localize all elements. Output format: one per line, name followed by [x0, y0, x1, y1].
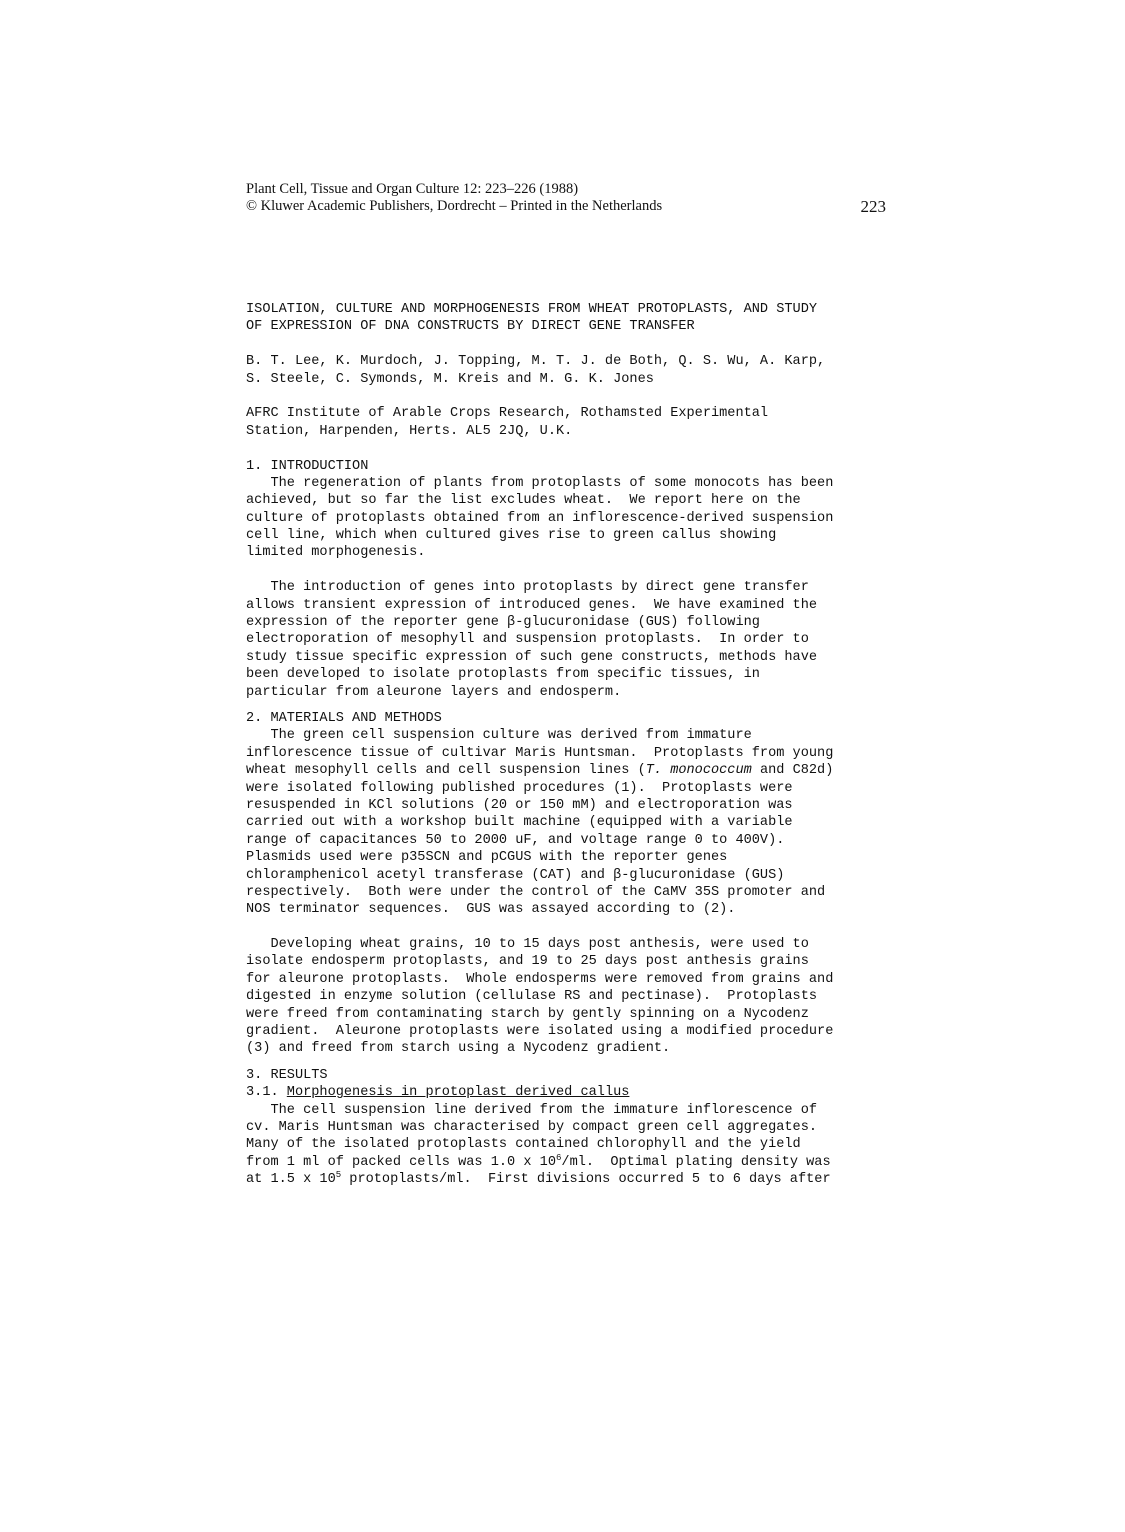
body-line: range of capacitances 50 to 2000 uF, and voltage range 0 to 400V). — [246, 832, 785, 848]
methods-section — [246, 710, 896, 1058]
body-text: wheat mesophyll cells and cell suspension lines ( — [246, 763, 646, 779]
body-text: from 1 ml of packed cells was 1.0 x 10 — [246, 1154, 556, 1170]
body-line: The green cell suspension culture was derived from immature — [246, 728, 752, 744]
body-line: gradient. Aleurone protoplasts were isolated using a modified procedure — [246, 1024, 834, 1040]
section-heading: 2. MATERIALS AND METHODS — [246, 710, 442, 726]
results-section — [246, 1067, 896, 1189]
body-line: chloramphenicol acetyl transferase (CAT) and β-glucuronidase (GUS) — [246, 867, 785, 883]
body-line: The cell suspension line derived from the immature inflorescence of — [246, 1102, 818, 1118]
introduction-section — [246, 458, 896, 701]
body-line: study tissue specific expression of such gene constructs, methods have — [246, 649, 818, 665]
body-line: respectively. Both were under the control of the CaMV 35S promoter and — [246, 884, 826, 900]
body-line: achieved, but so far the list excludes wheat. We report here on the — [246, 493, 801, 509]
body-line: Plasmids used were p35SCN and pCGUS with the reporter genes — [246, 850, 728, 866]
body-line: isolate endosperm protoplasts, and 19 to 25 days post anthesis grains — [246, 954, 809, 970]
body-line: The introduction of genes into protoplasts by direct gene transfer — [246, 580, 809, 596]
body-text: protoplasts/ml. First divisions occurred 5 to 6 days after — [341, 1172, 831, 1188]
section-heading: 3. RESULTS — [246, 1067, 328, 1083]
subsection-heading — [246, 1084, 896, 1101]
body-line: were isolated following published procedures (1). Protoplasts were — [246, 780, 793, 796]
subsection-number: 3.1. — [246, 1085, 287, 1101]
body-line: The regeneration of plants from protoplasts of some monocots has been — [246, 475, 834, 491]
body-line: Many of the isolated protoplasts contained chlorophyll and the yield — [246, 1137, 801, 1153]
article-body — [246, 301, 896, 1189]
body-line: cv. Maris Huntsman was characterised by compact green cell aggregates. — [246, 1119, 818, 1135]
superscript: 5 — [335, 1170, 342, 1181]
body-line: cell line, which when cultured gives rise to green callus showing — [246, 528, 777, 544]
body-line: culture of protoplasts obtained from an inflorescence-derived suspension — [246, 510, 834, 526]
body-line: resuspended in KCl solutions (20 or 150 mM) and electroporation was — [246, 797, 793, 813]
body-text: and C82d) — [751, 763, 834, 779]
body-line: particular from aleurone layers and endosperm. — [246, 684, 622, 700]
body-line: electroporation of mesophyll and suspension protoplasts. In order to — [246, 632, 809, 648]
body-line: carried out with a workshop built machine (equipped with a variable — [246, 815, 793, 831]
article-title — [246, 301, 896, 336]
subsection-title: Morphogenesis in protoplast derived callus — [286, 1085, 630, 1101]
journal-citation: Plant Cell, Tissue and Organ Culture 12: 223–226 (1988) — [246, 181, 579, 197]
journal-header — [246, 181, 886, 215]
body-line: NOS terminator sequences. GUS was assayed according to (2). — [246, 902, 736, 918]
body-line: been developed to isolate protoplasts from specific tissues, in — [246, 667, 760, 683]
body-line: (3) and freed from starch using a Nycodenz gradient. — [246, 1041, 671, 1057]
body-line: for aleurone protoplasts. Whole endosperms were removed from grains and — [246, 971, 834, 987]
title-line: ISOLATION, CULTURE AND MORPHOGENESIS FROM WHEAT PROTOPLASTS, AND STUDY — [246, 302, 818, 317]
body-line: expression of the reporter gene β-glucuronidase (GUS) following — [246, 615, 760, 631]
section-heading: 1. INTRODUCTION — [246, 458, 369, 474]
body-line: limited morphogenesis. — [246, 545, 426, 561]
body-line: were freed from contaminating starch by gently spinning on a Nycodenz — [246, 1006, 809, 1022]
publisher-line: © Kluwer Academic Publishers, Dordrecht – Printed in the Netherlands — [246, 198, 663, 214]
body-text: at 1.5 x 10 — [246, 1172, 336, 1188]
body-text: /ml. Optimal plating density was — [561, 1154, 831, 1170]
affiliation — [246, 405, 896, 440]
body-line: allows transient expression of introduced genes. We have examined the — [246, 597, 818, 613]
body-line — [246, 1171, 896, 1188]
species-name: T. monococcum — [645, 763, 752, 779]
affiliation-line: AFRC Institute of Arable Crops Research, Rothamsted Experimental — [246, 406, 769, 422]
page-number: 223 — [860, 197, 886, 216]
superscript: 6 — [556, 1152, 562, 1163]
author-line: S. Steele, C. Symonds, M. Kreis and M. G. K. Jones — [246, 371, 654, 387]
body-line — [246, 762, 896, 779]
body-line: digested in enzyme solution (cellulase RS and pectinase). Protoplasts — [246, 989, 818, 1005]
affiliation-line: Station, Harpenden, Herts. AL5 2JQ, U.K. — [246, 423, 573, 439]
author-list — [246, 353, 896, 388]
body-line: Developing wheat grains, 10 to 15 days post anthesis, were used to — [246, 937, 809, 953]
body-line: inflorescence tissue of cultivar Maris Huntsman. Protoplasts from young — [246, 745, 834, 761]
title-line: OF EXPRESSION OF DNA CONSTRUCTS BY DIRECT GENE TRANSFER — [246, 319, 695, 335]
body-line — [246, 1154, 896, 1171]
author-line: B. T. Lee, K. Murdoch, J. Topping, M. T. J. de Both, Q. S. Wu, A. Karp, — [246, 354, 826, 370]
